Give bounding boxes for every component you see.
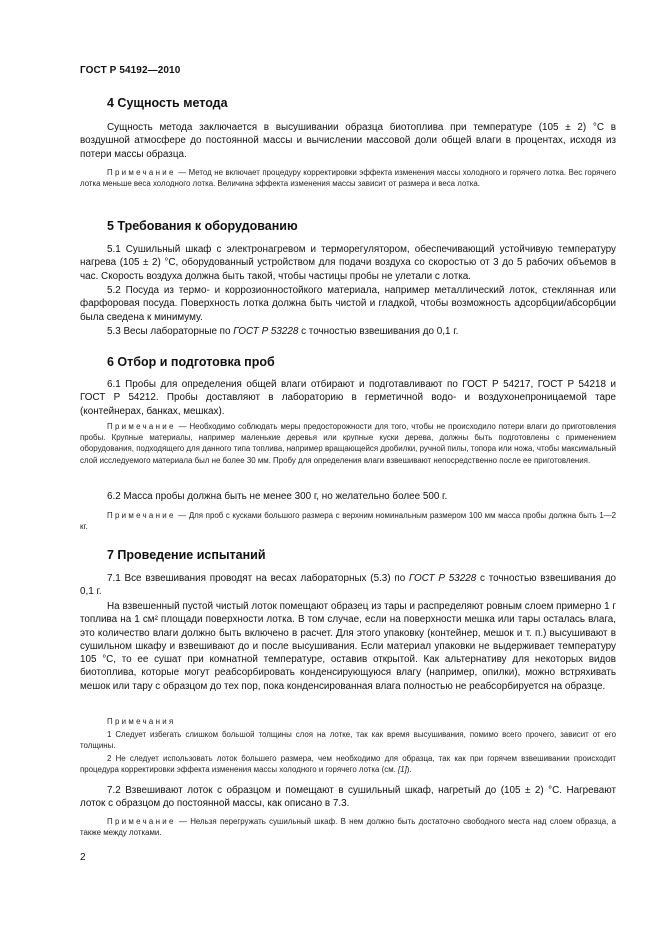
standard-reference: ГОСТ Р 53228 [409, 573, 477, 584]
paragraph-5-3 [80, 325, 616, 338]
section-7-note-1: 1 Следует избегать слишком большой толщины слоя на лотке, так как время высушивания, помимо всего прочего, зависит от его толщины. [80, 730, 616, 751]
section-6-note-1 [80, 421, 616, 466]
note-text: 2 Не следует использовать лоток большего размера, чем необходимо для образца, так как при горячем взвешивании происходит процедура корректировки эффекта изменения массы холодного и горячего лотка (см. [80, 754, 616, 775]
bibliography-reference: [1] [398, 765, 407, 775]
note-text: — Необходимо соблюдать меры предосторожности для того, чтобы не происходило потери влаги до приготовления пробы. Крупные материалы, например маленькие деревья или крупные куски дерева, должны быть подготовлены с применением оборудования, подходящего для данного типа топлива, например вращающейся дробилки, ручной пилы, топора или ножа, чтобы максимальный слой исследуемого материала был не более 30 мм. Пробу для определения влаги взвешивают непосредственно после ее приготовления. [80, 422, 616, 465]
paragraph-7-2: 7.2 Взвешивают лоток с образцом и помещают в сушильный шкаф, нагретый до (105 ± 2) °С. Нагревают лоток с образцом до постоянной массы, как описано в 7.3. [80, 785, 616, 810]
paragraph-7-1 [80, 572, 616, 599]
paragraph-5-2: 5.2 Посуда из термо- и коррозионностойкого материала, например металлический лоток, стеклянная или фарфоровая посуда. Поверхность лотка должна быть чистой и гладкой, чтобы возможность адсорбции/абсорбции была сведена к минимуму. [80, 285, 616, 323]
note-label: Примечание [107, 168, 176, 177]
page-number: 2 [80, 852, 86, 863]
paragraph-7-1-tail: с точностью взвешивания до 0,1 г. [80, 573, 617, 598]
paragraph-5-3-text: 5.3 Весы лабораторные по [107, 326, 234, 337]
section-7-notes-title: Примечания [107, 717, 176, 726]
paragraph-6-1: 6.1 Пробы для определения общей влаги отбирают и подготавливают по ГОСТ Р 54217, ГОСТ Р 54218 и ГОСТ Р 54212. Пробы доставляют в лабораторию в герметичной водо- и воздухонепроницаемой таре (контейнерах, банках, мешках). [80, 379, 616, 417]
note-text: — Нельзя перегружать сушильный шкаф. В нем должно быть достаточно свободного места над слоем образца, а также между лотками. [80, 817, 616, 838]
note-label: Примечание [107, 511, 176, 520]
paragraph-5-1: 5.1 Сушильный шкаф с электронагревом и терморегулятором, обеспечивающий устойчивую температуру нагрева (105 ± 2) °С, оборудованный устройством для подачи воздуха со скоростью от 3 до 5 рабочих объемов в час. Скорость воздуха должна быть такой, чтобы частицы пробы не улетали с лотка. [80, 244, 616, 282]
section-6-note-2 [80, 510, 616, 532]
paragraph-5-3-tail: с точностью взвешивания до 0,1 г. [298, 326, 459, 337]
section-7-heading: 7 Проведение испытаний [107, 548, 266, 562]
paragraph-7-1-text: 7.1 Все взвешивания проводят на весах лабораторных (5.3) по [107, 573, 410, 584]
document-header: ГОСТ Р 54192—2010 [80, 65, 181, 76]
section-7-note-3 [80, 816, 616, 838]
paragraph-7-1-details: На взвешенный пустой чистый лоток помещают образец из тары и распределяют ровным слоем примерно 1 г топлива на 1 см² площади поверхности лотка. В том случае, если на поверхности мешка или тары осталась влага, это количество влаги должно быть включено в расчет. Для этого упаковку (контейнер, мешок и т. п.) высушивают в сушильном шкафу и взвешивают до и после высушивания. Если материал упаковки не выдерживает температуру 105 °С, то ее сушат при комнатной температуре, оставив открытой. Как альтернативу для некоторых видов биотоплива, которые могут реабсорбировать конденсирующуюся влагу (например, опилки), можно встряхивать мешок или тару с образцом до тех пор, пока конденсированная влага полностью не реабсорбируется на образце. [80, 601, 616, 692]
paragraph-6-2: 6.2 Масса пробы должна быть не менее 300 г, но желательно более 500 г. [107, 491, 448, 502]
note-tail: ). [406, 765, 412, 775]
section-5-heading: 5 Требования к оборудованию [107, 219, 298, 233]
section-6-heading: 6 Отбор и подготовка проб [107, 355, 275, 369]
section-4-paragraph: Сущность метода заключается в высушивании образца биотоплива при температуре (105 ± 2) °С в воздушной атмосфере до постоянной массы и вычислении массовой доли общей влаги в процентах, исходя из потери массы образца. [80, 122, 616, 160]
note-label: Примечание [107, 817, 176, 826]
note-text: — Метод не включает процедуру корректировки эффекта изменения массы холодного и горячего лотка. Вес горячего лотка меньше веса холодного лотка. Величина эффекта изменения массы зависит от размера и веса лотка. [80, 168, 616, 189]
standard-reference: ГОСТ Р 53228 [233, 326, 299, 337]
section-4-heading: 4 Сущность метода [107, 96, 228, 110]
note-text: — Для проб с кусками большого размера с верхним номинальным размером 100 мм масса пробы должна быть 1—2 кг. [80, 511, 616, 532]
section-7-note-2 [80, 753, 616, 775]
section-4-note [80, 167, 616, 189]
note-label: Примечание [107, 422, 176, 431]
